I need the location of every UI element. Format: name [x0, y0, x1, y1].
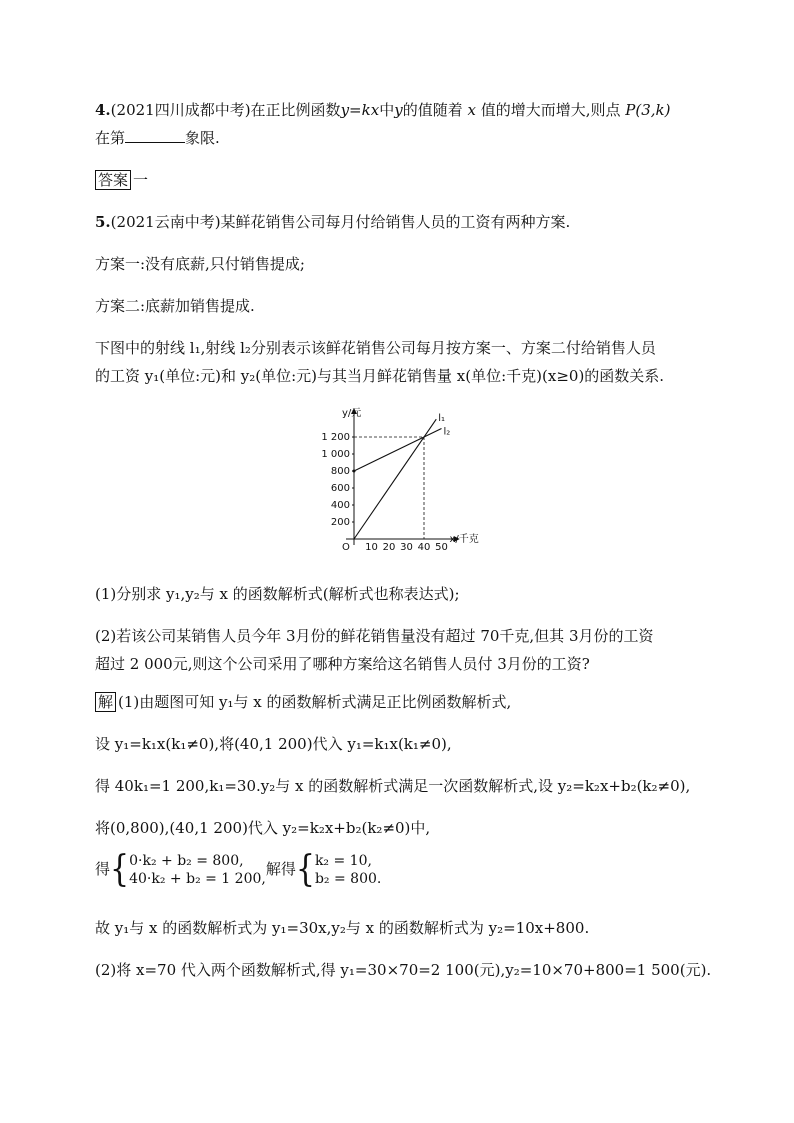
q4-text-d: 的值随着 — [402, 101, 463, 119]
answer-tag: 答案 — [95, 170, 131, 190]
q5-sub1: (1)分别求 y₁,y₂与 x 的函数解析式(解析式也称表达式); — [95, 585, 460, 603]
q4-kx: kx — [361, 101, 380, 119]
q4-text-c: 中 — [379, 101, 395, 119]
y-tick-label: 1 200 — [321, 432, 350, 443]
result-1: k₂ = 10, — [314, 853, 372, 869]
line-chart — [321, 402, 490, 554]
sol-line7: (2)将 x=70 代入两个函数解析式,得 y₁=30×70=2 100(元),y₂=10×70+800=1 500(元). — [95, 961, 712, 979]
x-tick-label: 20 — [382, 542, 396, 553]
equation-1: 0·k₂ + b₂ = 800, — [129, 853, 244, 869]
q5-sub2a: (2)若该公司某销售人员今年 3月份的鲜花销售量没有超过 70千克,但其 3月份的工资 — [95, 627, 654, 645]
x-tick-label: 10 — [365, 542, 378, 553]
q4-text-e: 值的增大而增大,则点 — [480, 101, 621, 119]
equation-2: 40·k₂ + b₂ = 1 200, — [129, 871, 266, 887]
q5-intro-text: (2021云南中考)某鲜花销售公司每月付给销售人员的工资有两种方案. — [110, 213, 571, 231]
y-tick-label: 600 — [330, 483, 350, 494]
y-tick-label: 400 — [330, 500, 350, 511]
l2-start-point — [353, 470, 356, 473]
q4-y2: y — [394, 101, 403, 119]
q4-text-g: 象限. — [185, 129, 220, 147]
q4-number: 4. — [95, 101, 111, 119]
result-system — [315, 852, 381, 888]
series-label-1: l₁ — [438, 413, 446, 425]
answer-value: 一 — [133, 171, 149, 189]
y-tick-label: 1 000 — [321, 449, 350, 460]
q4-y: y — [340, 101, 350, 119]
q4-text-f: 在第 — [95, 129, 126, 147]
series-label-2: l₂ — [443, 426, 451, 438]
brace-right: { — [295, 848, 315, 891]
y-tick-label: 800 — [330, 466, 350, 477]
equation-system — [129, 852, 266, 888]
q4-eq: = — [349, 101, 362, 119]
q5-number: 5. — [95, 213, 111, 231]
q4-answer-blank — [125, 128, 185, 143]
result-2: b₂ = 800. — [314, 871, 382, 887]
q4-answer — [95, 170, 148, 190]
x-tick-label: 40 — [417, 542, 431, 553]
origin-label: O — [342, 542, 350, 553]
q5-desc2: 的工资 y₁(单位:元)和 y₂(单位:元)与其当月鲜花销售量 x(单位:千克)(x≥0)的函数关系. — [95, 367, 665, 385]
sol-line5 — [95, 848, 382, 891]
q5-intro — [95, 212, 570, 232]
q4-text-a: (2021四川成都中考)在正比例函数 — [110, 101, 341, 119]
x-tick-label: 30 — [400, 542, 413, 553]
sol-text5-pre: 得 — [95, 860, 111, 878]
series-line-2 — [354, 429, 442, 472]
sol-text5-mid: 解得 — [265, 860, 296, 878]
q5-desc1: 下图中的射线 l₁,射线 l₂分别表示该鲜花销售公司每月按方案一、方案二付给销售人员 — [95, 339, 656, 357]
sol-line4: 将(0,800),(40,1 200)代入 y₂=k₂x+b₂(k₂≠0)中, — [95, 819, 431, 837]
q5-plan1: 方案一:没有底薪,只付销售提成; — [95, 255, 305, 273]
q5-sub2b: 超过 2 000元,则这个公司采用了哪种方案给这名销售人员付 3月份的工资? — [95, 655, 590, 673]
x-tick-label: 50 — [435, 542, 448, 553]
q4-line2 — [95, 128, 220, 148]
solution-tag: 解 — [95, 692, 116, 712]
sol-text1: (1)由题图可知 y₁与 x 的函数解析式满足正比例函数解析式, — [118, 693, 512, 711]
q4-line1 — [95, 100, 671, 120]
y-tick-label: 200 — [330, 517, 350, 528]
q4-point: P(3,k) — [625, 101, 671, 119]
y-axis-label: y/元 — [342, 408, 362, 419]
sol-line6: 故 y₁与 x 的函数解析式为 y₁=30x,y₂与 x 的函数解析式为 y₂=10x+800. — [95, 919, 590, 937]
x-axis-label: x/千克 — [449, 534, 479, 545]
q4-x: x — [467, 101, 476, 119]
brace-left: { — [110, 848, 130, 891]
q5-plan2: 方案二:底薪加销售提成. — [95, 297, 255, 315]
sol-line2: 设 y₁=k₁x(k₁≠0),将(40,1 200)代入 y₁=k₁x(k₁≠0), — [95, 735, 452, 753]
sol-line3: 得 40k₁=1 200,k₁=30.y₂与 x 的函数解析式满足一次函数解析式,设 y₂=k₂x+b₂(k₂≠0), — [95, 777, 691, 795]
sol-line1 — [95, 692, 511, 712]
